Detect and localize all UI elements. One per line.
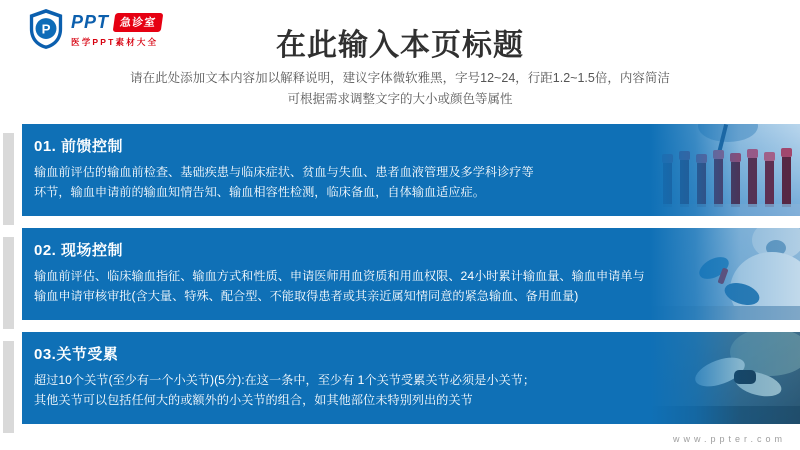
shield-letter: P — [41, 21, 51, 37]
brand-badge: 急诊室 — [113, 13, 164, 32]
photo-gloved-hands — [650, 332, 800, 424]
brand-tagline: 医学PPT素材大全 — [71, 37, 159, 47]
page-title: 在此输入本页标题 — [276, 29, 524, 62]
section-feedforward-control — [0, 124, 800, 216]
body-line: 输血申请审核审批(含大量、特殊、配合型、不能取得患者或其亲近属知情同意的紧急输血、备用血量) — [34, 288, 579, 303]
body-line: 其他关节可以包括任何大的或额外的小关节的组合，如其他部位未特别列出的关节 — [34, 392, 473, 407]
photo-blood-sample-tubes — [650, 124, 800, 216]
photo-lab-technician — [650, 228, 800, 320]
brand-name: PPT — [71, 12, 110, 32]
left-accent-bar — [3, 133, 14, 225]
section-body — [34, 267, 659, 307]
subtitle-line-1: 请在此处添加文本内容加以解释说明，建议字体微软雅黑，字号12~24，行距1.2~1.5倍，内容简洁 — [130, 71, 670, 85]
section-onsite-control — [0, 228, 800, 320]
body-line: 输血前评估的输血前检查、基础疾患与临床症状、贫血与失血、患者血液管理及多学科诊疗等 — [34, 165, 534, 179]
body-line: 输血前评估、临床输血指征、输血方式和性质、申请医师用血资质和用血权限、24小时累计输血量、输血申请单与 — [34, 269, 645, 283]
section-heading: 03.关节受累 — [34, 346, 119, 363]
body-line: 超过10个关节(至少有一个小关节)(5分):在这一条中，至少有 1个关节受累关节必须是小关节； — [34, 373, 536, 387]
footer-url: www.ppter.com — [672, 434, 786, 444]
section-body — [34, 163, 659, 203]
left-accent-bar — [3, 237, 14, 329]
section-joint-involvement — [0, 332, 800, 424]
section-heading: 02. 现场控制 — [34, 242, 124, 259]
section-body — [34, 371, 659, 411]
body-line: 环节，输血申请前的输血知情告知、输血相容性检测，临床备血，自体输血适应症。 — [34, 184, 485, 199]
subtitle-line-2: 可根据需求调整文字的大小或颜色等属性 — [287, 92, 513, 106]
section-heading: 01. 前馈控制 — [34, 138, 124, 155]
left-accent-bar — [3, 341, 14, 433]
